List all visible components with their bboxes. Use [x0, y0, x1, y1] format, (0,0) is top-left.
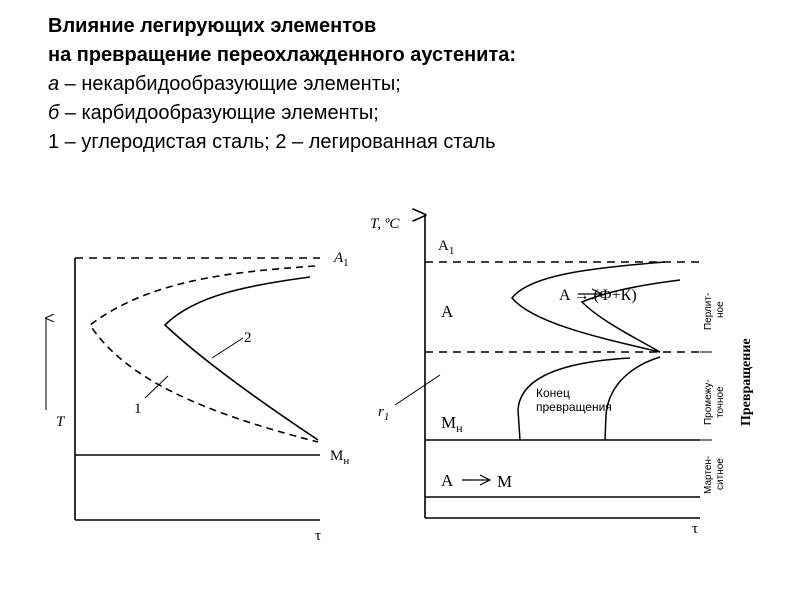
diagram-b-x-axis-label: τ	[692, 521, 699, 537]
transformation-label: Превращение	[739, 338, 754, 426]
diagram-a-curve-2	[165, 277, 318, 440]
diagram-b-end-label-line-1: Конец	[536, 386, 570, 400]
title-line-4-text: – карбидообразующие элементы;	[59, 102, 379, 124]
diagram-b-a1-label: $A_1$	[438, 238, 455, 257]
region-pearlite-line-1: Перлит-	[703, 292, 714, 330]
diagram-b-y-axis-label: T, ºC	[370, 216, 400, 232]
diagram-a-curve-2-leader	[212, 338, 243, 358]
title-line-3-letter: а	[48, 73, 60, 95]
diagram-a-mn-label: $M_н$	[330, 448, 350, 467]
diagram-a-curve-1-label: 1	[134, 401, 142, 417]
diagram-a	[46, 258, 320, 520]
diagram-b-martensite-reaction-m: M	[497, 472, 513, 491]
region-intermediate-line-2: точное	[715, 386, 726, 418]
title-line-4-letter: б	[48, 102, 60, 124]
diagram-b-end-label-line-2: превращения	[536, 400, 612, 414]
diagram-b-r1-label: $r_1$	[378, 404, 390, 423]
diagram-b-austenite-label: A	[441, 302, 454, 321]
diagram-b-bainite-start-curve	[518, 358, 630, 440]
region-martensite-line-1: Мартен-	[703, 455, 714, 494]
diagram-a-a1-label: $A_1$	[334, 250, 349, 269]
diagram-b-r1-line	[395, 375, 440, 405]
title-line-3-text: – некарбидообразующие элементы;	[59, 73, 401, 95]
region-martensite-line-2: ситное	[715, 458, 726, 490]
title-line-1: Влияние легирующих элементов	[48, 15, 377, 37]
region-pearlite-line-2: ное	[715, 301, 726, 318]
diagram-b-pearlite-reaction: A → (Ф+К)	[559, 287, 637, 304]
title-line-5: 1 – углеродистая сталь; 2 – легированная сталь	[48, 131, 496, 153]
title-line-2: на превращение переохлажденного аустенита:	[48, 44, 517, 66]
diagram-b-martensite-reaction-a: A	[441, 471, 454, 490]
diagram-b-mn-label: $M_н$	[441, 413, 463, 435]
diagram-a-curve-2-label: 2	[244, 330, 252, 346]
diagram-b-bainite-end-curve	[605, 357, 660, 440]
diagram-a-x-axis-label: τ	[315, 528, 322, 544]
region-intermediate-line-1: Промежу-	[703, 379, 714, 425]
diagram-a-curve-1	[90, 266, 318, 442]
diagram-a-y-axis-label: T	[56, 414, 65, 430]
